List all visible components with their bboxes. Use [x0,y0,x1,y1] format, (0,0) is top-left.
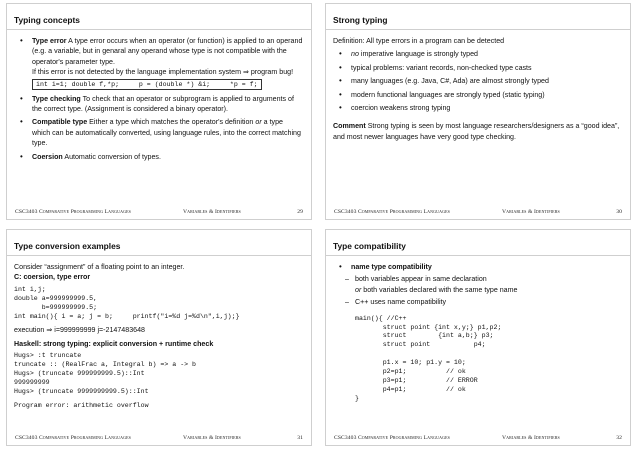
page-number: 32 [616,435,622,441]
sub-list-item [333,274,622,295]
definition-text: A type error occurs when an operator (or function) is applied to an operand (e.g. a variable, but in genaral any operand whose type is not compatible with the operator's parameter type. [32,37,303,66]
list-item-type-error [14,36,303,91]
definition-text: Automatic conversion of types. [64,152,161,161]
execution-result: execution ⇒ i=999999999 j=-2147483648 [14,326,145,335]
code-block-cpp: main(){ //C++ struct point {int x,y;} p1,p2; struct {int a,b;} p3; struct point p4; p1.x = 10; p1.y = 10; p2=p1; // ok p3=p1; // ERROR p4=p1; // ok } [355,314,502,402]
list-item-text: typical problems: variant records, non-checked type casts [351,63,532,72]
slide-title: Type conversion examples [14,241,121,251]
comment-text: Strong typing is seen by most language researchers/designers as a “good idea”, and most newer languages have very good type checking. [333,122,620,141]
page-number: 30 [616,209,622,215]
list-item [333,76,622,86]
footer-section: Variables & Identifiers [183,435,241,441]
title-divider [326,29,630,30]
slide-footer [326,205,630,219]
footer-section: Variables & Identifiers [183,209,241,215]
code-block-c: int i,j; double a=999999999.5, b=999999999.5; int main(){ i = a; j = b; printf("i=%d j=%d\n",i,j);} [14,285,240,320]
term-coersion: Coersion [32,152,63,161]
emphasis-or: or [255,118,262,127]
title-divider [326,255,630,256]
footer-section: Variables & Identifiers [502,209,560,215]
page-number: 31 [297,435,303,441]
list-item-coersion [14,152,303,162]
list-item [333,90,622,100]
footer-course: CSC3403 Comparative Programming Languages [15,435,131,441]
title-divider [7,29,311,30]
sub-item-text: C++ uses name compatibility [355,298,447,307]
slide-footer [7,431,311,445]
emphasis-no: no [351,50,359,59]
footer-course: CSC3403 Comparative Programming Languages [334,209,450,215]
slide-strong-typing [325,3,631,220]
slide-footer [326,431,630,445]
definition-text: Either a type which matches the operator's definition [89,118,254,127]
page-number: 29 [297,209,303,215]
list-item-text: modern functional languages are strongly typed (static typing) [351,90,545,99]
definition: Definition: All type errors in a program can be detected [333,37,505,45]
footer-section: Variables & Identifiers [502,435,560,441]
term-type-error: Type error [32,37,67,45]
list-item-compatible-type [14,117,303,148]
intro-text: Consider “assignment” of a floating point to an integer. [14,263,185,271]
list-item [333,49,622,59]
sub-item-text: both variables appear in same declaration [355,275,487,284]
error-output: Program error: arithmetic overflow [14,401,149,409]
subheading-haskell: Haskell: strong typing: explicit conversion + runtime check [14,339,214,348]
title-divider [7,255,311,256]
list-item [333,262,622,308]
footer-course: CSC3403 Comparative Programming Languages [15,209,131,215]
subheading-c: C: coersion, type error [14,273,91,282]
bullet-list [333,262,622,308]
bullet-list [333,49,622,113]
definition-text: a type which can be automatically converted, using language rules, into the correct matching type. [32,118,301,148]
code-box: int i=1; double f,*p; p = (double *) &i; *p = f; [32,79,262,90]
list-item-text: imperative language is strongly typed [360,50,478,59]
slide-type-conversion-examples [6,229,312,446]
definition-text: To check that an operator or subprogram is applied to arguments of the correct type. (Assignment is considered a binary operator). [32,94,294,114]
definition-text: If this error is not detected by the language implementation system ⇒ program bug! [32,68,294,77]
list-item-type-checking [14,94,303,115]
list-item-text: coercion weakens strong typing [351,104,451,113]
code-block-haskell: Hugs> :t truncate truncate :: (RealFrac a, Integral b) => a -> b Hugs> (truncate 999999999.5)::Int 999999999 Hugs> (truncate 9999999999.5)::Int [14,352,197,395]
list-item-text: many languages (e.g. Java, C#, Ada) are almost strongly typed [351,77,549,86]
slide-title: Typing concepts [14,15,80,25]
sub-list-item [333,297,622,307]
slide-title: Type compatibility [333,241,406,251]
slide-type-compatibility [325,229,631,446]
slide-footer [7,205,311,219]
term-compatible-type: Compatible type [32,118,88,127]
bullet-list [14,36,303,162]
term-name-type-compatibility: name type compatibility [351,263,432,271]
sub-item-text: both variables declared with the same type name [363,285,518,294]
slide-title: Strong typing [333,15,388,25]
emphasis-or: or [355,285,362,294]
term-type-checking: Type checking [32,94,81,103]
sub-list [333,274,622,307]
list-item [333,103,622,113]
list-item [333,63,622,73]
comment [333,121,622,142]
slide-typing-concepts [6,3,312,220]
footer-course: CSC3403 Comparative Programming Languages [334,435,450,441]
comment-label: Comment [333,122,366,131]
